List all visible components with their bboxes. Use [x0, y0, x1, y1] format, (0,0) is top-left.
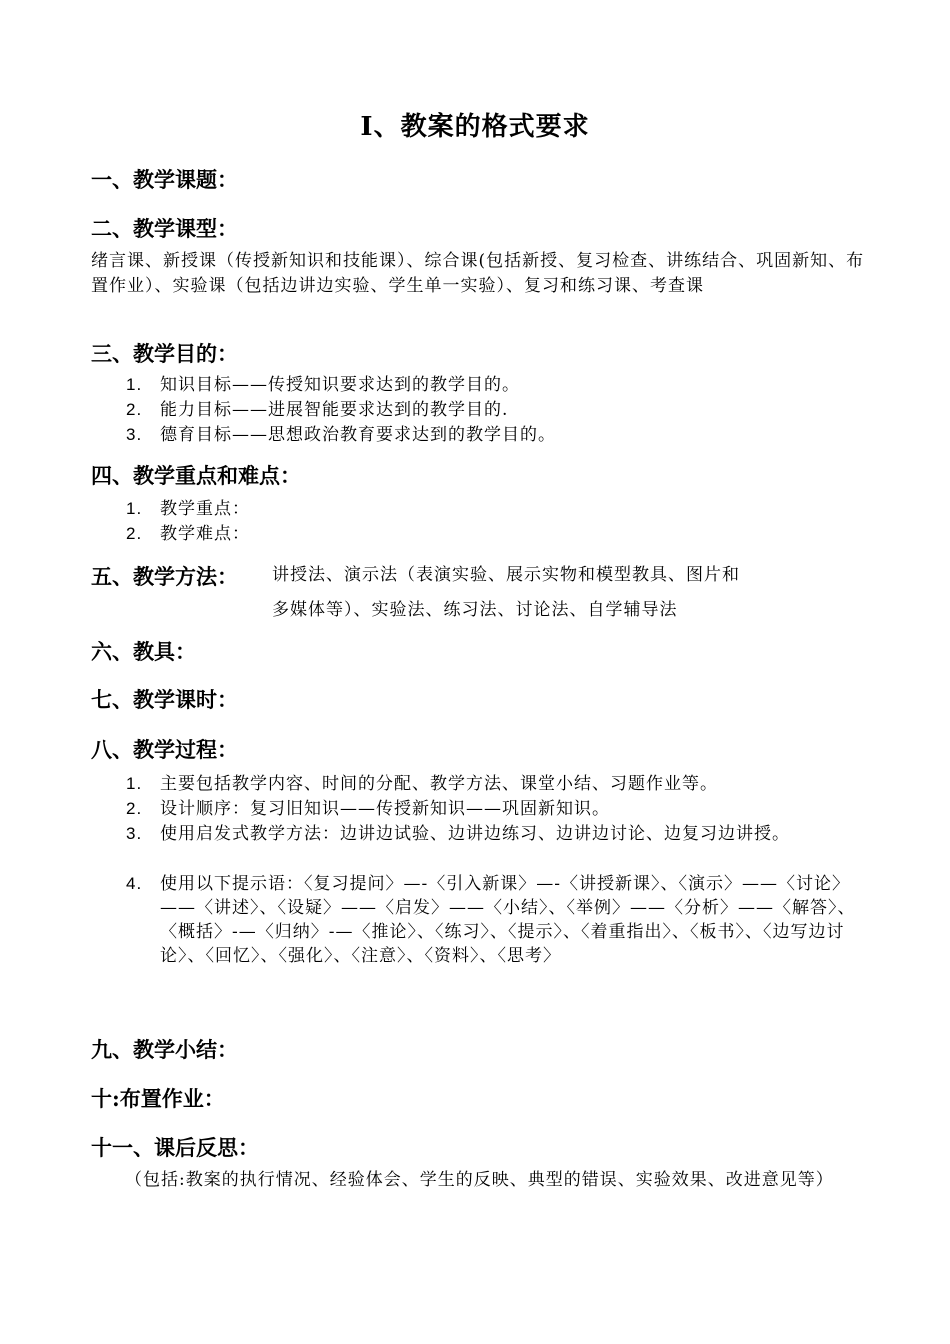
heading-type: 二、教学课型： [91, 216, 238, 241]
heading-purpose: 三、教学目的： [91, 341, 238, 366]
heading-method: 五、教学方法： [91, 564, 238, 589]
list-item: 3. 德育目标——思想政治教育要求达到的教学目的。 [126, 425, 556, 445]
heading-reflection: 十一、课后反思： [91, 1135, 259, 1160]
heading-process: 八、教学过程： [91, 737, 238, 762]
heading-class-hours: 七、教学课时： [91, 687, 238, 712]
heading-teaching-aids: 六、教具： [91, 639, 196, 664]
list-item: 2. 能力目标——进展智能要求达到的教学目的. [126, 400, 509, 420]
list-item: 3. 使用启发式教学方法：边讲边试验、边讲边练习、边讲边讨论、边复习边讲授。 [126, 824, 790, 844]
heading-summary: 九、教学小结： [91, 1037, 238, 1062]
list-item: 1. 知识目标——传授知识要求达到的教学目的。 [126, 375, 520, 395]
type-body: 绪言课、新授课（传授新知识和技能课）、综合课(包括新授、复习检查、讲练结合、巩固新知、布置作业）、实验课（包括边讲边实验、学生单一实验）、复习和练习课、考查课 [91, 251, 865, 296]
page-title: Ⅰ、教案的格式要求 [360, 112, 590, 142]
list-item: 4. 使用以下提示语：〈复习提问〉—-〈引入新课〉—-〈讲授新课〉、〈演示〉——〈讨论〉——〈讲述〉、〈设疑〉——〈启发〉——〈小结〉、〈举例〉——〈分析〉——〈解答〉、〈概括〉-—〈归纳〉-—〈推论〉、〈练习〉、〈提示〉、〈着重指出〉、〈板书〉、〈边写边讨论〉、〈回忆〉、〈强化〉、〈注意〉、〈资料〉、〈思考〉 [126, 874, 856, 966]
list-item: 2. 教学难点： [126, 524, 250, 544]
method-body-line-1: 讲授法、演示法（表演实验、展示实物和模型教具、图片和 [272, 565, 740, 585]
method-body-line-2: 多媒体等）、实验法、练习法、讨论法、自学辅导法 [272, 600, 678, 620]
reflection-body: （包括:教案的执行情况、经验体会、学生的反映、典型的错误、实验效果、改进意见等） [125, 1170, 834, 1190]
heading-key-points: 四、教学重点和难点： [91, 463, 301, 488]
heading-homework: 十:布置作业： [91, 1086, 225, 1111]
list-item: 2. 设计顺序：复习旧知识——传授新知识——巩固新知识。 [126, 799, 610, 819]
list-item: 1. 教学重点： [126, 499, 250, 519]
list-item: 1. 主要包括教学内容、时间的分配、教学方法、课堂小结、习题作业等。 [126, 774, 718, 794]
heading-topic: 一、教学课题： [91, 167, 238, 192]
